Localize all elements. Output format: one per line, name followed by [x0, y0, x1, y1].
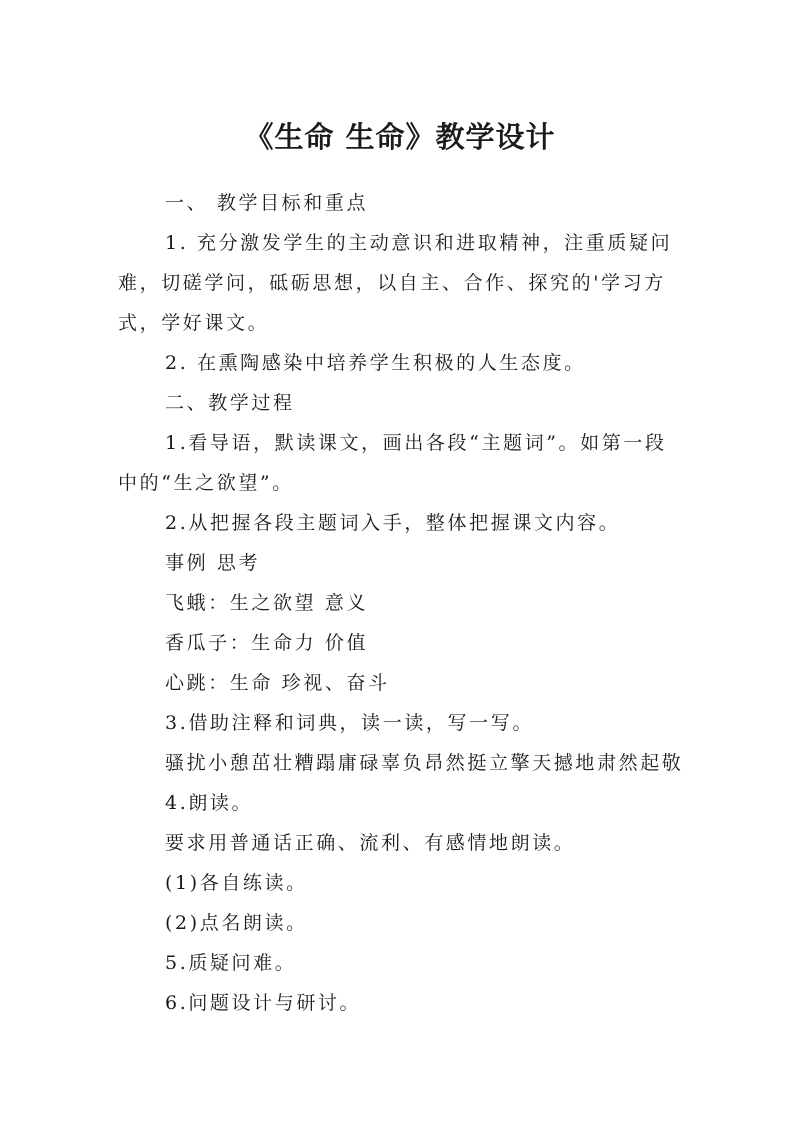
- goal-item-1: 1. 充分激发学生的主动意识和进取精神，注重质疑问难，切磋学问，砥砺思想，以自主、合作、探究的'学习方式，学好课文。: [118, 232, 673, 334]
- heading-teaching-process: 二、教学过程: [165, 392, 295, 414]
- example-line-melon-seed: 香瓜子：生命力 价值: [165, 632, 369, 654]
- process-step-3: 3.借助注释和词典，读一读，写一写。: [165, 712, 534, 734]
- reading-substep-1: (1)各自练读。: [165, 872, 308, 894]
- vocabulary-line: 骚扰小憩茁壮糟蹋庸碌辜负昂然挺立擎天撼地肃然起敬: [165, 752, 684, 774]
- example-line-heartbeat: 心跳：生命 珍视、奋斗: [165, 672, 390, 694]
- process-step-6: 6.问题设计与研讨。: [165, 992, 362, 1014]
- table-header-line: 事例 思考: [165, 552, 261, 574]
- goal-item-2: 2. 在熏陶感染中培养学生积极的人生态度。: [165, 352, 586, 374]
- process-step-4: 4.朗读。: [165, 792, 254, 814]
- process-step-2: 2.从把握各段主题词入手，整体把握课文内容。: [165, 512, 621, 534]
- document-title: 《生命 生命》教学设计: [244, 120, 556, 155]
- document-body: [118, 183, 684, 1023]
- process-step-1: 1.看导语，默读课文，画出各段“主题词”。如第一段中的“生之欲望”。: [118, 432, 667, 494]
- reading-requirement: 要求用普通话正确、流利、有感情地朗读。: [165, 832, 576, 854]
- heading-teaching-goals: 一、 教学目标和重点: [165, 192, 369, 214]
- process-step-5: 5.质疑问难。: [165, 952, 297, 974]
- reading-substep-2: (2)点名朗读。: [165, 912, 308, 934]
- example-line-moth: 飞蛾：生之欲望 意义: [165, 592, 369, 614]
